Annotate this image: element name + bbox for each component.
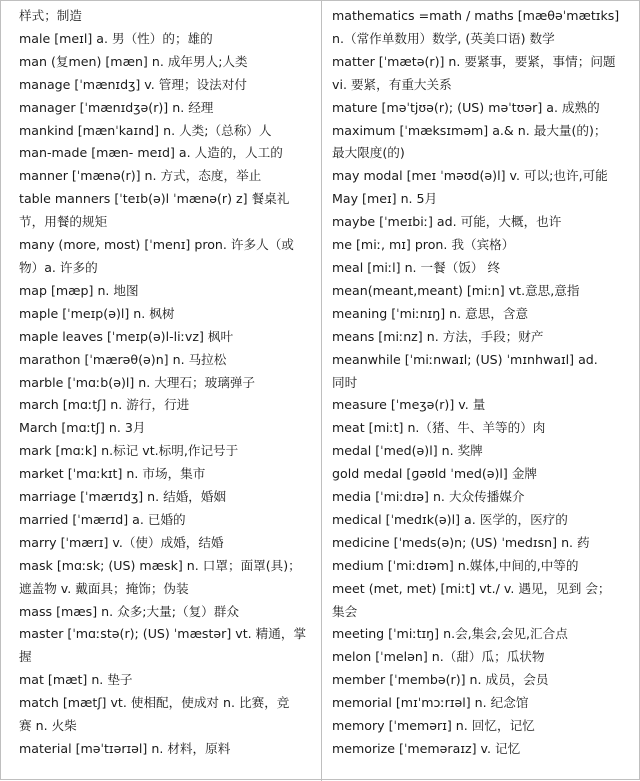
vocab-line: meat [miːt] n.（猪、牛、羊等的）肉 [332, 420, 546, 436]
vocab-line: n.（常作单数用）数学, (英美口语) 数学 [332, 30, 555, 46]
vocab-line: memory [ˈmemərɪ] n. 回忆，记忆 [332, 718, 535, 734]
vocab-line: mask [mɑːsk; (US) mæsk] n. 口罩；面罩(具)； [19, 557, 301, 573]
vocab-line: marry [ˈmærɪ] v.（使）成婚，结婚 [19, 534, 224, 550]
vocab-line: male [meɪl] a. 男（性）的；雄的 [19, 30, 213, 46]
vocab-line: 赛 n. 火柴 [19, 718, 77, 734]
vocab-line: map [mæp] n. 地图 [19, 282, 139, 298]
vocab-line: marathon [ˈmærəθ(ə)n] n. 马拉松 [19, 351, 227, 367]
vocab-line: 最大限度(的) [332, 145, 405, 161]
vocab-line: 遮盖物 v. 戴面具；掩饰；伪装 [19, 580, 189, 596]
vocab-line: March [mɑːtʃ] n. 3月 [19, 420, 146, 436]
vocab-line: memorize [ˈmeməraɪz] v. 记忆 [332, 741, 521, 756]
vocab-line: meaning [ˈmiːnɪŋ] n. 意思，含意 [332, 305, 529, 321]
vocab-line: mature [məˈtjʊə(r); (US) məˈtʊər] a. 成熟的 [332, 99, 600, 115]
vocab-line: married [ˈmærɪd] a. 已婚的 [19, 511, 186, 527]
vocab-line: maple [ˈmeɪp(ə)l] n. 枫树 [19, 305, 175, 321]
vocab-line: mean(meant,meant) [miːn] vt.意思,意指 [332, 282, 580, 298]
vocab-line: meeting [ˈmiːtɪŋ] n.会,集会,会见,汇合点 [332, 626, 568, 642]
vocab-line: meet (met, met) [miːt] vt./ v. 遇见，见到 会； [332, 580, 611, 596]
vocab-line: 物）a. 许多的 [19, 259, 98, 275]
vocab-line: match [mætʃ] vt. 使相配，使成对 n. 比赛，竞 [19, 695, 290, 711]
vocab-line: manager [ˈmænɪdʒə(r)] n. 经理 [19, 99, 214, 115]
vocab-line: melon [ˈmelən] n.（甜）瓜；瓜状物 [332, 649, 545, 665]
vocab-line: marriage [ˈmærɪdʒ] n. 结婚，婚姻 [19, 489, 227, 505]
vocab-line: gold medal [ɡəʊld ˈmed(ə)l] 金牌 [332, 466, 538, 482]
vocab-line: many (more, most) [ˈmenɪ] pron. 许多人（或 [19, 237, 294, 253]
vocab-line: 样式；制造 [19, 8, 82, 23]
vocab-line: marble [ˈmɑːb(ə)l] n. 大理石；玻璃弹子 [19, 374, 256, 390]
vocab-line: measure [ˈmeʒə(r)] v. 量 [332, 397, 486, 413]
vocab-line: mat [mæt] n. 垫子 [19, 672, 133, 688]
vocab-line: matter [ˈmætə(r)] n. 要紧事，要紧，事情；问题 [332, 53, 616, 69]
vocab-line: material [məˈtɪərɪəl] n. 材料，原料 [19, 741, 231, 756]
vocab-line: vi. 要紧，有重大关系 [332, 76, 452, 92]
vocab-line: maximum [ˈmæksɪməm] a.& n. 最大量(的)； [332, 122, 607, 138]
vocab-line: manner [ˈmænə(r)] n. 方式，态度，举止 [19, 168, 262, 184]
vocab-line: man (复men) [mæn] n. 成年男人;人类 [19, 53, 248, 69]
vocab-line: means [miːnz] n. 方法，手段；财产 [332, 328, 544, 344]
vocab-line: 握 [19, 649, 32, 665]
vocab-line: 同时 [332, 374, 358, 390]
vocab-line: May [meɪ] n. 5月 [332, 191, 438, 207]
vocab-line: mark [mɑːk] n.标记 vt.标明,作记号于 [19, 443, 239, 459]
vocab-line: table manners [ˈteɪb(ə)l ˈmænə(r) z] 餐桌礼 [19, 191, 290, 207]
vocab-line: 集会 [332, 603, 358, 619]
vocab-line: medal [ˈmed(ə)l] n. 奖牌 [332, 443, 483, 459]
vocab-line: mankind [mænˈkaɪnd] n. 人类;（总称）人 [19, 122, 272, 138]
vocab-line: man-made [mæn- meɪd] a. 人造的，人工的 [19, 145, 283, 161]
column-divider [321, 1, 322, 781]
vocab-line: medical [ˈmedɪk(ə)l] a. 医学的，医疗的 [332, 511, 568, 527]
vocab-line: maple leaves [ˈmeɪp(ə)l-liːvz] 枫叶 [19, 328, 234, 344]
vocab-line: meal [miːl] n. 一餐（饭） 终 [332, 259, 501, 275]
vocab-line: media [ˈmiːdɪə] n. 大众传播媒介 [332, 489, 525, 505]
vocab-line: member [ˈmembə(r)] n. 成员，会员 [332, 672, 549, 688]
right-column [332, 5, 632, 761]
vocab-line: market [ˈmɑːkɪt] n. 市场，集市 [19, 466, 206, 482]
vocab-line: memorial [mɪˈmɔːrɪəl] n. 纪念馆 [332, 695, 529, 711]
vocab-line: maybe [ˈmeɪbiː] ad. 可能，大概，也许 [332, 214, 562, 230]
vocab-line: may modal [meɪ ˈməʊd(ə)l] v. 可以;也许,可能 [332, 168, 608, 184]
vocab-line: manage [ˈmænɪdʒ] v. 管理；设法对付 [19, 76, 247, 92]
vocab-line: medicine [ˈmeds(ə)n; (US) ˈmedɪsn] n. 药 [332, 534, 590, 550]
vocab-line: 节，用餐的规矩 [19, 214, 108, 230]
vocab-line: march [mɑːtʃ] n. 游行，行进 [19, 397, 190, 413]
vocab-line: medium [ˈmiːdɪəm] n.媒体,中间的,中等的 [332, 557, 579, 573]
vocab-line: mathematics =math / maths [mæθəˈmætɪks] [332, 8, 620, 23]
vocab-line: master [ˈmɑːstə(r); (US) ˈmæstər] vt. 精通，掌 [19, 626, 307, 642]
vocab-line: meanwhile [ˈmiːnwaɪl; (US) ˈmɪnhwaɪl] ad. [332, 351, 598, 367]
vocab-line: me [miː, mɪ] pron. 我（宾格） [332, 237, 515, 253]
left-column [19, 5, 313, 761]
vocab-line: mass [mæs] n. 众多;大量;（复）群众 [19, 603, 239, 619]
